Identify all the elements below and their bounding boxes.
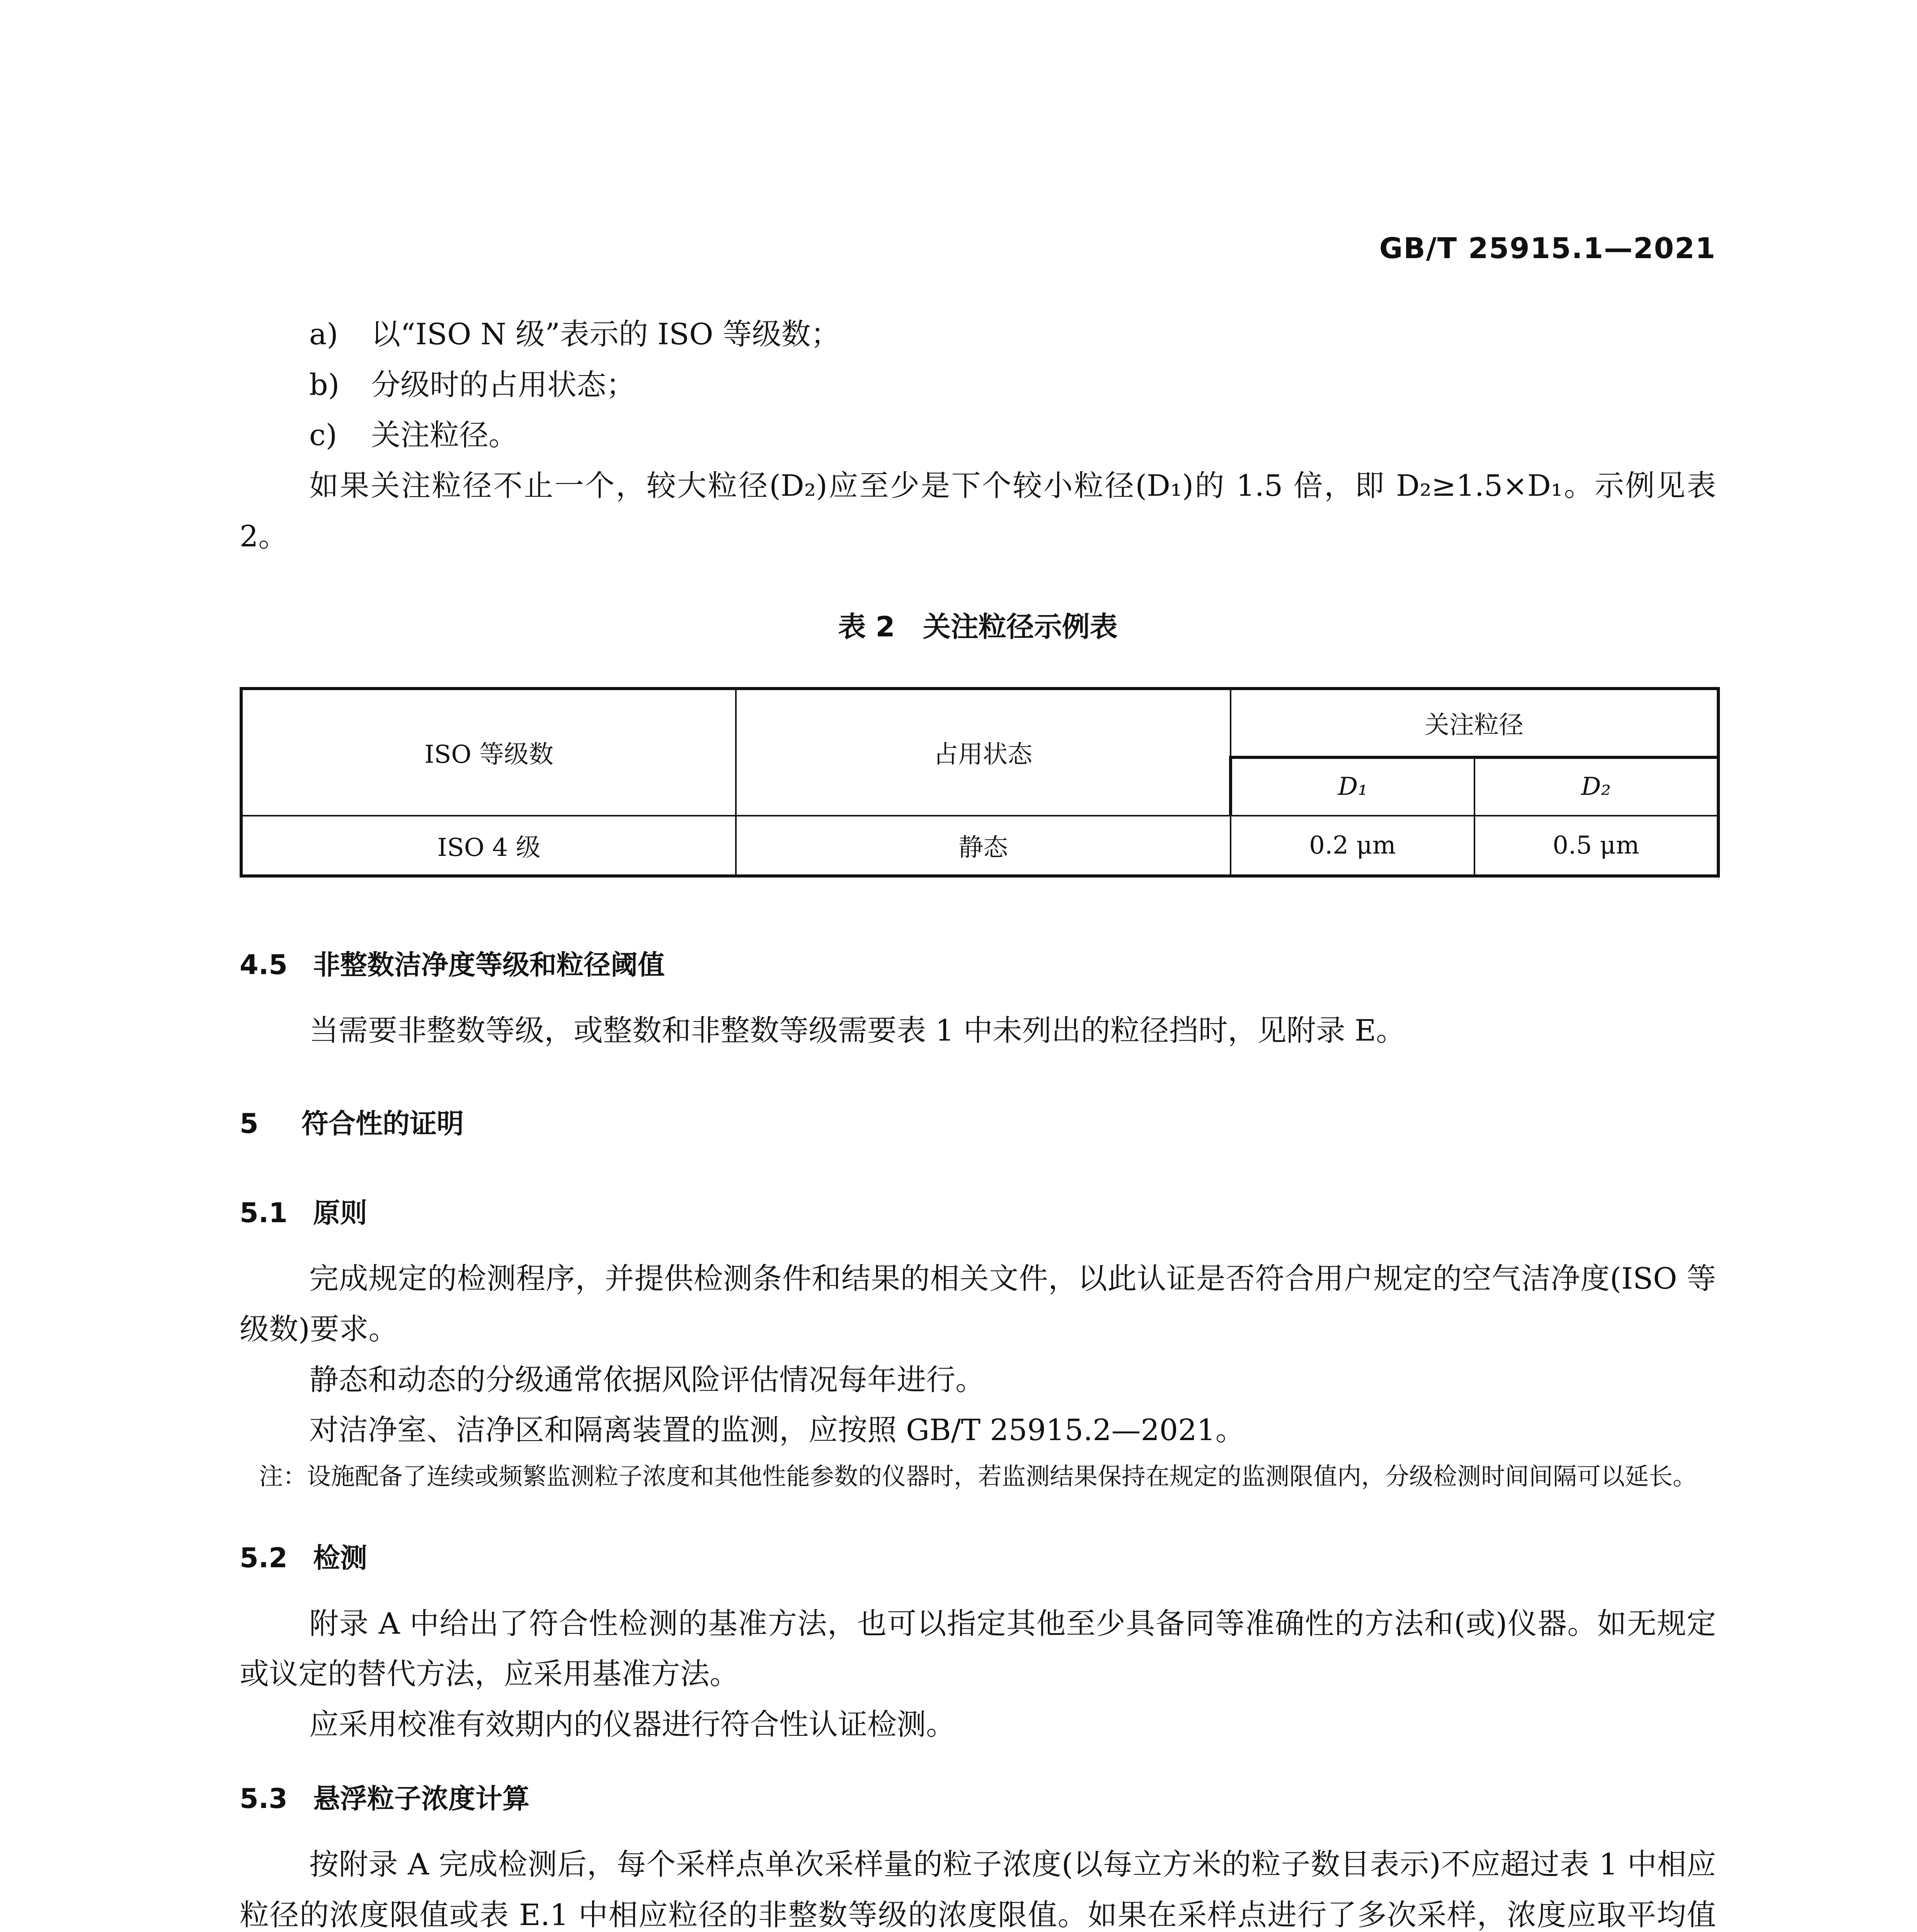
paragraph: 当需要非整数等级，或整数和非整数等级需要表 1 中未列出的粒径挡时，见附录 E。: [309, 1013, 1406, 1048]
list-marker: b): [309, 367, 340, 402]
section-heading-4-5: [240, 943, 1716, 982]
paragraph: 静态和动态的分级通常依据风险评估情况每年进行。: [309, 1362, 985, 1397]
header-iso-class: ISO 等级数: [241, 689, 736, 816]
particle-size-table: [240, 687, 1720, 878]
section-heading-5-1: [240, 1191, 1716, 1230]
list-text: 关注粒径。: [371, 418, 518, 452]
section-heading-5: [240, 1102, 1716, 1141]
note: 注：设施配备了连续或频繁监测粒子浓度和其他性能参数的仪器时，若监测结果保持在规定的监测限值内，分级检测时间间隔可以延长。: [259, 1462, 1697, 1491]
cell-d1: 0.2 μm: [1231, 816, 1474, 876]
section-number: 4.5: [240, 949, 288, 981]
list-marker: a): [309, 317, 338, 351]
page-content: [240, 309, 1716, 1932]
list-item: [240, 410, 1716, 461]
section-title: 悬浮粒子浓度计算: [313, 1782, 529, 1815]
section-heading-5-3: [240, 1777, 1716, 1816]
list-marker: c): [309, 418, 337, 452]
section-heading-5-2: [240, 1536, 1716, 1575]
list-text: 分级时的占用状态；: [371, 367, 635, 402]
section-title: 符合性的证明: [301, 1108, 464, 1140]
cell-occupancy-state: 静态: [736, 816, 1231, 876]
paragraph: 完成规定的检测程序，并提供检测条件和结果的相关文件，以此认证是否符合用户规定的空气洁净度(ISO 等级数)要求。: [240, 1261, 1716, 1347]
document-id: GB/T 25915.1—2021: [1379, 232, 1716, 265]
list-text: 以“ISO N 级”表示的 ISO 等级数；: [371, 317, 840, 351]
cell-iso-class: ISO 4 级: [241, 816, 736, 876]
paragraph: 对洁净室、洁净区和隔离装置的监测，应按照 GB/T 25915.2—2021。: [309, 1413, 1245, 1447]
list-item: [240, 360, 1716, 410]
section-number: 5: [240, 1108, 259, 1140]
header-occupancy-state: 占用状态: [736, 689, 1231, 816]
paragraph: 附录 A 中给出了符合性检测的基准方法，也可以指定其他至少具备同等准确性的方法和(或)仪器。如无规定或议定的替代方法，应采用基准方法。: [240, 1606, 1716, 1691]
section-number: 5.3: [240, 1782, 288, 1815]
cell-d2: 0.5 μm: [1474, 816, 1718, 876]
header-d1: D₁: [1231, 757, 1474, 816]
section-number: 5.2: [240, 1542, 288, 1574]
list-item: [240, 309, 1716, 360]
paragraph: 按附录 A 完成检测后，每个采样点单次采样量的粒子浓度(以每立方米的粒子数目表示)不应超过表 1 中相应粒径的浓度限值或表 E.1 中相应粒径的非整数等级的浓度限值。如果在采样点进行了多次采样，浓度应取平均值: [240, 1847, 1716, 1932]
section-number: 5.1: [240, 1197, 288, 1229]
paragraph: 应采用校准有效期内的仪器进行符合性认证检测。: [309, 1707, 955, 1742]
header-d2: D₂: [1474, 757, 1718, 816]
section-title: 非整数洁净度等级和粒径阈值: [313, 949, 665, 981]
section-title: 原则: [313, 1197, 367, 1229]
table-caption: 表 2 关注粒径示例表: [838, 610, 1118, 643]
header-particle-size: 关注粒径: [1231, 689, 1718, 757]
section-title: 检测: [313, 1542, 367, 1574]
table-row: [241, 816, 1718, 876]
intro-paragraph: 如果关注粒径不止一个，较大粒径(D₂)应至少是下个较小粒径(D₁)的 1.5 倍，即 D₂≥1.5×D₁。示例见表 2。: [240, 468, 1716, 553]
